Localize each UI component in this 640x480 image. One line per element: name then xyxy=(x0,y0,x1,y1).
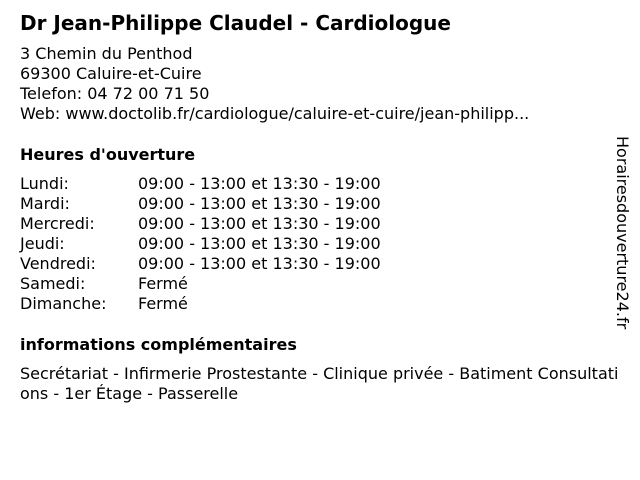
hours-time: 09:00 - 13:00 et 13:30 - 19:00 xyxy=(138,254,381,273)
additional-info-heading: informations complémentaires xyxy=(20,335,297,354)
site-watermark: Horairesdouverture24.fr xyxy=(613,136,632,330)
hours-day: Jeudi: xyxy=(20,234,65,253)
page-title: Dr Jean-Philippe Claudel - Cardiologue xyxy=(20,11,451,35)
hours-time: Fermé xyxy=(138,294,188,313)
hours-day: Mardi: xyxy=(20,194,70,213)
hours-row xyxy=(20,274,381,294)
hours-time: 09:00 - 13:00 et 13:30 - 19:00 xyxy=(138,214,381,233)
hours-time: 09:00 - 13:00 et 13:30 - 19:00 xyxy=(138,194,381,213)
address-city: 69300 Caluire-et-Cuire xyxy=(20,64,202,83)
website-link[interactable]: Web: www.doctolib.fr/cardiologue/caluire-et-cuire/jean-philipp... xyxy=(20,104,530,123)
hours-day: Samedi: xyxy=(20,274,86,293)
phone-number: Telefon: 04 72 00 71 50 xyxy=(20,84,210,103)
hours-row xyxy=(20,214,381,234)
hours-day: Dimanche: xyxy=(20,294,107,313)
opening-hours-table xyxy=(20,174,381,314)
hours-time: Fermé xyxy=(138,274,188,293)
hours-day: Lundi: xyxy=(20,174,69,193)
hours-row xyxy=(20,294,381,314)
opening-hours-heading: Heures d'ouverture xyxy=(20,145,196,164)
address-block xyxy=(20,44,529,124)
hours-row xyxy=(20,194,381,214)
additional-info-text: Secrétariat - Infirmerie Prostestante - Clinique privée - Batiment Consultations - 1er Étage - Passerelle xyxy=(20,364,619,403)
hours-row xyxy=(20,174,381,194)
hours-day: Vendredi: xyxy=(20,254,96,273)
hours-day: Mercredi: xyxy=(20,214,95,233)
hours-time: 09:00 - 13:00 et 13:30 - 19:00 xyxy=(138,174,381,193)
hours-row xyxy=(20,254,381,274)
hours-row xyxy=(20,234,381,254)
address-street: 3 Chemin du Penthod xyxy=(20,44,193,63)
hours-time: 09:00 - 13:00 et 13:30 - 19:00 xyxy=(138,234,381,253)
